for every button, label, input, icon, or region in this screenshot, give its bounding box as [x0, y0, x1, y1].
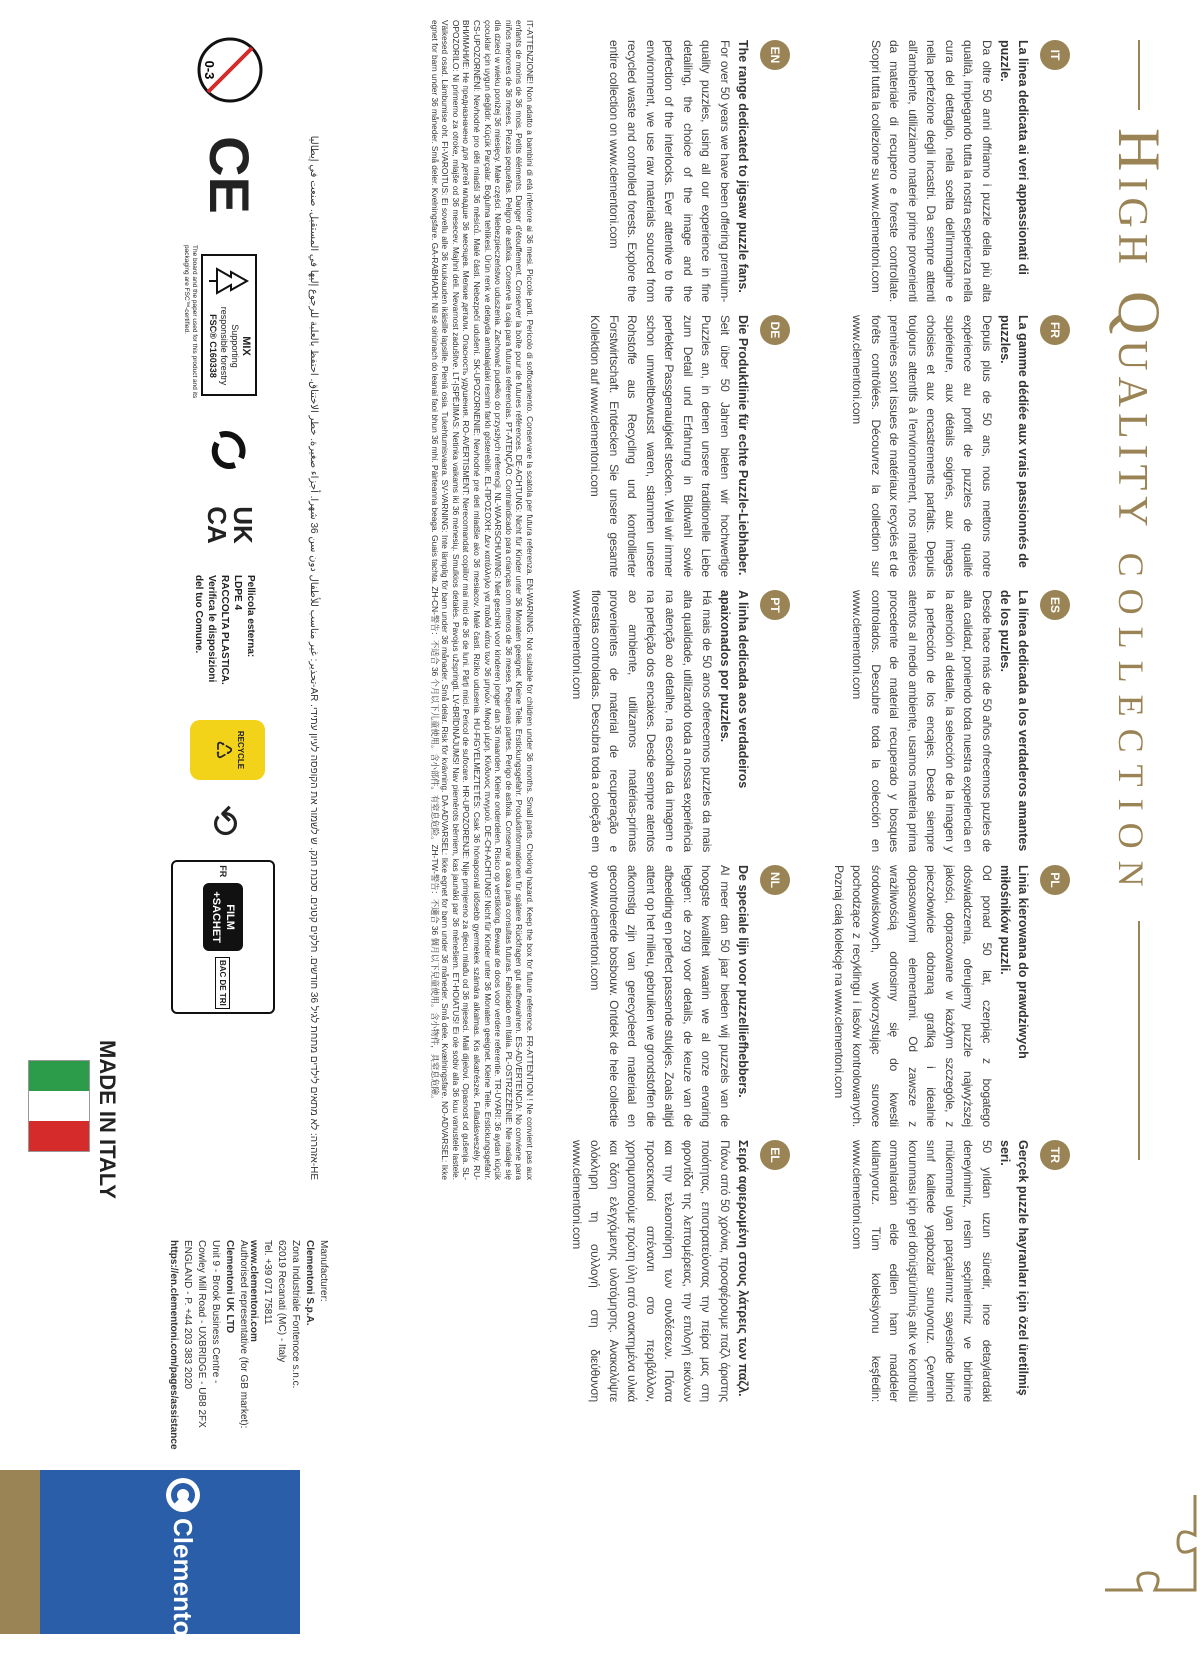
lang-badge: NL — [760, 865, 790, 895]
manufacturer-info — [246, 1240, 330, 1460]
svg-text:0-3: 0-3 — [202, 60, 217, 80]
manufacturer-label: Manufacturer: — [318, 1240, 329, 1302]
made-in-italy-label: MADE IN ITALY — [95, 1040, 120, 1199]
lang-badge: PT — [760, 590, 790, 620]
column-nl — [586, 865, 790, 1127]
gb-representative — [166, 1240, 250, 1460]
fsc-note: The board and the paper used for this product and its packaging are FSC™-certified. — [183, 245, 199, 399]
title-rule-left — [1138, 40, 1140, 110]
column-pt — [568, 590, 790, 852]
manufacturer-phone: Tel. +39 071 75811 — [262, 1240, 273, 1325]
lang-badge: PL — [1040, 865, 1070, 895]
manufacturer-address: Zona Industriale Fontenoce s.n.c. — [290, 1240, 301, 1389]
column-en — [605, 40, 791, 302]
pellicola-line: del tuo Comune. — [193, 575, 205, 654]
italy-flag-icon — [28, 1060, 90, 1152]
clementoni-logo: Clementoni ® — [166, 1478, 200, 1673]
pellicola-line: Verifica le disposizioni — [206, 575, 218, 683]
column-heading: Gerçek puzzle hayranları için özel üretilmiş seri. — [998, 1140, 1030, 1396]
title-rule-right — [1138, 921, 1140, 1160]
triman-icon: ⟲ — [203, 804, 246, 836]
column-heading: Die Produktlinie für echte Puzzle-Liebhaber. — [736, 315, 750, 576]
gb-rep-label: Authorised representative (for GB market): — [238, 1240, 249, 1429]
column-body: Depuis plus de 50 ans, nous mettons notre expérience au profit de puzzles de qualité supérieure, aux détails soignés, aux images choisies et aux encastrements parfaits. Depuis toujours attentifs à l'environnement, nos matières premières sont issues de matériaux recyclés et de forêts contrôlées. Découvrez la collection sur www.clementoni.com — [850, 315, 994, 577]
column-heading: La gamme dédiée aux vrais passionnés de puzzles. — [998, 315, 1030, 568]
made-in-italy-block — [94, 1040, 120, 1199]
warnings-text: IT-ATTENZIONE! Non adatto a bambini di età inferiore ai 36 mesi. Piccole parti. Pericolo di soffocamento. Conservare la scatola per futura referenza. EN-WARNING: Not suitable for children under 36 months. Small parts. Choking hazard. Keep the box for future reference. FR-ATTENTION ! Ne convient pas aux enfants de moins de 36 mois. Petits éléments. Danger d'étouffement. Conserver la boîte pour de futures références. DE-ACHTUNG: Nicht für Kinder unter 36 Monaten geeignet. Kleine Teile. Erstickungsgefahr. Produktinformationen für spätere Rückfragen gut aufbewahren. ES-ADVERTENCIA: No conviene para niños menores de 36 meses. Piezas pequeñas. Peligro de asfixia. Conserve la caja para futuras referencias. PT-ATENÇÃO: Contraindicado para crianças com menos de 36 meses. Pequenas partes. Perigo de asfixia. Conservar a caixa para consultas futuras. Fabricado em Itália. PL-OSTRZEŻENIE: Nie nadaje się dla dzieci w wieku poniżej 36 miesięcy. Małe części. Niebezpieczeństwo uduszenia. Zachować pudełko do przyszłych referencji. NL-WAARSCHUWING: Niet geschikt voor kinderen jonger dan 36 maanden. Kleine onderdelen. Risico op verstikking. Bewaar de doos voor verdere referentie. TR-UYARI: 36 aydan küçük çocuklar için uygun değildir. Küçük Parçalar. Boğulma tehlikesi. Ürün renk ve detayda ambalajdaki resmin farklı gösterebilir. EL-ΠΡΟΣΟΧΗ: Δεν κατάλληλο για παιδιά κάτω των 36 μηνών. Μικρά μέρη. Κίνδυνος πνιγμού. DE-CH-ACHTUNG! Nicht für Kinder unter 36 Monaten geeignet. Kleine Teile. Erstickungsgefahr. CS-UPOZORNĚNÍ: Nevhodné pro děti mladší 36 měsíců. Malé části. Nebezpečí udušení. SK-UPOZORNENIE: Nevhodné pre deti mladšie ako 36 mesiacov. Malé časti. Riziko udusenia. HU-FIGYELMEZTETÉS: Csak 36 hónaposnál idősebb gyermekek számára alkalmas. Kis alkatrészek. Fulladásveszély. RU-ВНИМАНИЕ: Не предназначено для детей младше 36 месяцев. Мелкие детали. Опасность удушения. RO-AVERTISMENT: Nerecomandat copiilor mai mici de 36 de luni. Părți mici. Pericol de sufocare. HR-UPOZORENJE: Nije primjereno za djecu mlađu od 36 mjeseci. Mali dijelovi. Opasnost od gušenja. SL-OPOZORILO: Ni primerno za otroke, mlajše od 36 mesecev. Majhni deli. Nevarnost zadušitve. LT-ĮSPĖJIMAS: Netinka vaikams iki 36 mėnesių. Smulkios detalės. Pavojus užspringti. LV-BRĪDINĀJUMS! Nav piemērots bērniem, kas jaunāki par 36 mēnešiem. ET-HOIATUS! Ei ole sobiv alla 36 kuu vanustele lastele. Väikesed osad. Lämbumise oht. FI-VAROITUS: Ei sovellu alle 36 kuukauden ikäisille lapsille. Pieniä osia. Tukehtumisvaara. SV-VARNING: Inte lämplig för barn under 36 månader. Små delar. Risk för kvävning. DA-ADVARSEL: Ikke egnet for børn under 36 måneder. Små dele. Kvælningsfare. NO-ADVARSEL: Ikke egnet for barn under 36 måneder. Små deler. Kvelningsfare. GA-RABHADH: Níl sé oiriúnach do leanaí faoi bhun 36 mhí. Páirteanna beaga. Guais tachta. ZH-CN-警告：不适合 36 个月以下儿童使用。含小部件。有窒息危险。ZH-TW-警告：不適合 36 個月以下兒童使用。含小物件，具窒息危險。 — [429, 20, 535, 1180]
column-it — [867, 40, 1071, 302]
ce-mark-icon: CE — [198, 136, 262, 214]
puzzle-piece-icon — [1100, 1490, 1200, 1595]
ar-he-warning: HE-אזהרה: לא מתאים לילדים מתחת לגיל 36 חודשים. חלקים קטנים. סכנת חנק. ש לשמור את הקופסה לעיון עתידי. AR-تحذير: غير مناسب للأطفال دون سن 36 شهرا. أجزاء صغيرة. خطر الاختناق. احتفظ بالعلبة للرجوع إليها في المستقبل. صنعت في إيطاليا — [308, 135, 319, 1180]
column-heading: The range dedicated to jigsaw puzzle fans. — [736, 40, 750, 293]
fsc-mix: MIX — [240, 336, 253, 356]
column-pl — [830, 865, 1071, 1127]
column-tr — [848, 1140, 1070, 1402]
ukca-mark-icon: UK CA — [202, 506, 258, 544]
lang-badge: EL — [760, 1140, 790, 1170]
column-body: Πάνω από 50 χρόνια, προσφέρουμε παζλ άριστης ποιότητας, επιστρατεύοντας την πείρα μας στη φροντίδα της λεπτομέρειας, την επιλογή εικόνων και την τελειοποίηση των συνδέσεων. Πάντα προσεκτικοί απέναντι στο περιβάλλον, χρησιμοποιούμε πρώτη ύλη από ανακτημένα υλικά και δάση ελεγχόμενης υλοτόμησης. Ανακαλύψτε ολόκληρη τη συλλογή στη διεύθυνση www.clementoni.com — [570, 1140, 732, 1402]
clementoni-c-icon — [166, 1478, 200, 1512]
manufacturer-url[interactable]: www.clementoni.com — [248, 1240, 259, 1342]
column-heading: La linea dedicata ai veri appassionati di puzzle. — [998, 40, 1030, 275]
gb-rep-address: Cowley Mill Road - UXBRIDGE - UB8 2FX — [196, 1240, 207, 1428]
lang-badge: ES — [1040, 590, 1070, 620]
column-es — [848, 590, 1070, 852]
column-body: Há mais de 50 anos oferecemos puzzles da mais alta qualidade, utilizando toda a nossa experiência na atenção ao detalhe, na escolha da imagem e na perfeição dos encaixes. Desde sempre atentos ao ambiente, utilizamos matérias-primas provenientes de material de recuperação e florestas controladas. Descubra toda a coleção em www.clementoni.com — [570, 590, 714, 852]
column-heading: A linha dedicada aos verdadeiros apaixonados por puzzles. — [718, 590, 750, 789]
lang-badge: TR — [1040, 1140, 1070, 1170]
age-warning-icon — [190, 30, 270, 110]
manufacturer-address: 62019 Recanati (MC) - Italy — [276, 1240, 287, 1363]
gb-rep-address: Unit 9 - Brook Business Centre - — [210, 1240, 221, 1384]
gb-rep-name: Clementoni UK LTD — [224, 1240, 235, 1334]
column-body: 50 yıldan uzun süredir, ince detaylardaki deneyimimiz, resim seçimlerimiz ve birbirine mükemmel uyan parçalarımız sayesinde birinci sınıf kalitede yapbozlar sunuyoruz. Çevrenin korunması için geri dönüştürülmüş atık ve kontrollü ormanlardan elde edilen ham maddeler kullanıyoruz. Tüm koleksiyonu keşfedin: www.clementoni.com — [850, 1140, 994, 1402]
lang-badge: EN — [760, 40, 790, 70]
brand-name: Clementoni — [168, 1518, 199, 1660]
symbols-row — [140, 20, 280, 1020]
fsc-tree-icon — [208, 264, 252, 298]
lang-badge: IT — [1040, 40, 1070, 70]
pellicola-line: LDPE 4 — [232, 575, 244, 611]
collection-title — [1084, 40, 1194, 1160]
column-body: Seit über 50 Jahren bieten wir hochwertige Puzzles an, in denen unsere traditionelle Liebe zum Detail und Erfahrung in Bildwahl sowie perfekter Passgenauigkeit stecken. Weil wir immer schon umweltbewusst waren, stammen unsere Rohstoffe aus Recycling und kontrollierter Forstwirtschaft. Entdecken Sie unsere gesamte Kollektion auf www.clementoni.com — [588, 315, 732, 577]
fsc-code: FSC® C160338 — [208, 314, 219, 378]
title-main: High Quality — [1106, 128, 1173, 533]
lang-badge: DE — [760, 315, 790, 345]
lang-badge: FR — [1040, 315, 1070, 345]
column-heading: Σειρά αφιερωμένη στους λάτρεις των παζλ. — [736, 1140, 750, 1397]
column-de — [586, 315, 790, 577]
pellicola-line: RACCOLTA PLASTICA. — [219, 575, 231, 685]
column-body: For over 50 years we have been offering premium-quality puzzles, using all our experience in fine detailing, the choice of the image and the perfection of the interlocks. Ever attentive to the environment, we use raw materials sourced from recycled waste and controlled forests. Explore the entire collection on www.clementoni.com — [607, 40, 732, 302]
column-fr — [848, 315, 1070, 577]
recycle-badge-icon: RECYCLE ♺ — [190, 720, 265, 780]
column-el — [568, 1140, 791, 1402]
title-collection: COLLECTION — [1111, 552, 1152, 899]
fsc-supporting: Supporting responsible forestry — [219, 306, 241, 386]
column-heading: La línea dedicada a los verdaderos amantes de los puzles. — [998, 590, 1030, 852]
info-tri-badge: FR FILM +SACHET BAC DE TRI — [171, 860, 275, 1014]
column-heading: De speciale lijn voor puzzelliefhebbers. — [736, 865, 750, 1098]
pellicola-title: Pellicola esterna: — [245, 575, 257, 658]
gold-stripe — [0, 1470, 40, 1634]
gb-rep-address: ENGLAND - P. +44 203 383 2020 — [182, 1240, 193, 1390]
column-body: Al meer dan 50 jaar bieden wij puzzels van de hoogste kwaliteit waarin we al onze ervaring leggen: de zorg voor details, de keuze van de afbeelding en perfect passende stukjes. Zoals altijd attent op het milieu, gebruiken we grondstoffen die afkomstig zijn van gerecycleerd materiaal en gecontroleerde bosbouw. Ontdek de hele collectie op www.clementoni.com — [588, 865, 732, 1127]
gb-rep-url[interactable]: https://en.clementoni.com/pages/assistance — [168, 1240, 179, 1450]
column-body: Da oltre 50 anni offriamo i puzzle della più alta qualità, impiegando tutta la nostra esperienza nella cura del dettaglio, nella scelta dell'immagine e nella perfezione degli incastri. Da sempre attenti all'ambiente, utilizziamo materie prime provenienti da materiale di recupero e foreste controllate. Scopri tutta la collezione su www.clementoni.com — [869, 40, 994, 302]
brand-logo-panel — [0, 1470, 300, 1673]
column-body: Desde hace más de 50 años ofrecemos puzles de alta calidad, poniendo toda nuestra experiencia en la atención al detalle, la selección de la imagen y la perfección de los encajes. Desde siempre atentos al medio ambiente, usamos materia prima procedente de material recuperado y bosques controlados. Descubre toda la colección en www.clementoni.com — [850, 590, 994, 852]
pellicola-info — [180, 575, 270, 705]
manufacturer-name: Clementoni S.p.A. — [304, 1240, 315, 1326]
recycle-mobius-icon — [200, 420, 260, 480]
column-body: Od ponad 50 lat, czerpiąc z bogatego doświadczenia, oferujemy puzzle najwyższej jakości, dopracowane w każdym szczególe, z pieczołowicie dobraną grafiką i idealnie dopasowanymi elementami. Od zawsze z wrażliwością odnosimy się do kwestii środowiskowych, wykorzystując surowce pochodzące z recyklingu i lasów kontrolowanych. Poznaj całą kolekcję na www.clementoni.com — [832, 865, 994, 1127]
column-heading: Linia kierowana do prawdziwych miłośników puzzli. — [998, 865, 1030, 1059]
fsc-logo — [160, 240, 280, 410]
